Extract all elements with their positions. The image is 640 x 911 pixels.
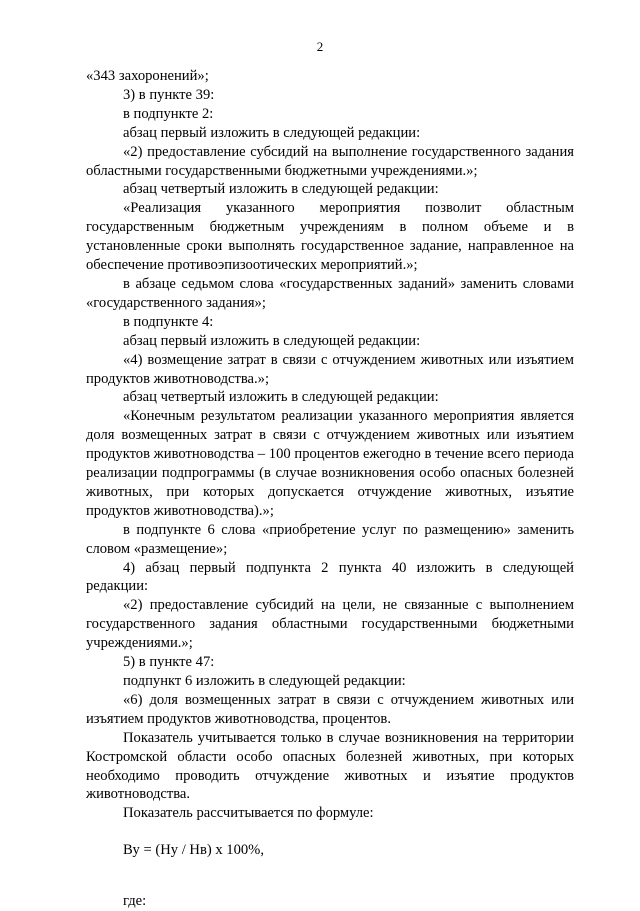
paragraph: абзац первый изложить в следующей редакции:	[123, 124, 421, 141]
paragraph: в подпункте 4:	[123, 313, 214, 330]
paragraph: Показатель рассчитывается по формуле:	[123, 805, 374, 822]
paragraph: «2) предоставление субсидий на выполнение государственного задания областными государственными бюджетными учреждениями.»;	[86, 143, 574, 179]
paragraph: 5) в пункте 47:	[123, 654, 215, 671]
paragraph: подпункт 6 изложить в следующей редакции:	[123, 673, 406, 689]
formula: Ву = (Ну / Нв) х 100%,	[123, 842, 264, 859]
paragraph: абзац четвертый изложить в следующей редакции:	[123, 181, 439, 198]
where-label: где:	[123, 893, 147, 910]
paragraph: 4) абзац первый подпункта 2 пункта 40 изложить в следующей редакции:	[86, 559, 574, 595]
paragraph: «4) возмещение затрат в связи с отчуждением животных или изъятием продуктов животноводства.»;	[86, 351, 574, 387]
paragraph: в подпункте 2:	[123, 105, 214, 122]
paragraph: «6) доля возмещенных затрат в связи с отчуждением животных или изъятием продуктов животноводства, процентов.	[86, 691, 574, 727]
paragraph: абзац первый изложить в следующей редакции:	[123, 332, 421, 349]
paragraph: «2) предоставление субсидий на цели, не связанные с выполнением государственного задания областными государственными бюджетными учреждениями.»;	[86, 597, 574, 652]
paragraph: Показатель учитывается только в случае возникновения на территории Костромской области особо опасных болезней животных, при которых необходимо проводить отчуждение животных и изъятие продуктов животноводства.	[86, 729, 574, 803]
document-body	[86, 67, 574, 911]
paragraph: «Реализация указанного мероприятия позволит областным государственным бюджетным учреждениям в полном объеме и в установленные сроки выполнять государственное задание, направленное на обеспечение противоэпизоотических мероприятий.»;	[86, 200, 574, 274]
paragraph: в абзаце седьмом слова «государственных заданий» заменить словами «государственного задания»;	[86, 275, 574, 311]
paragraph: 3) в пункте 39:	[123, 86, 215, 103]
page-number: 2	[316, 39, 324, 54]
paragraph: «Конечным результатом реализации указанного мероприятия является доля возмещенных затрат в связи с отчуждением животных или изъятием продуктов животноводства – 100 процентов ежегодно в течение всего периода реализации подпрограммы (в случае возникновения особо опасных болезней животных, при которых допускается отчуждение животных, изъятие продуктов животноводства).»;	[86, 408, 574, 519]
paragraph: абзац четвертый изложить в следующей редакции:	[123, 389, 439, 406]
paragraph: «343 захоронений»;	[86, 68, 209, 84]
paragraph: в подпункте 6 слова «приобретение услуг по размещению» заменить словом «размещение»;	[86, 521, 574, 557]
